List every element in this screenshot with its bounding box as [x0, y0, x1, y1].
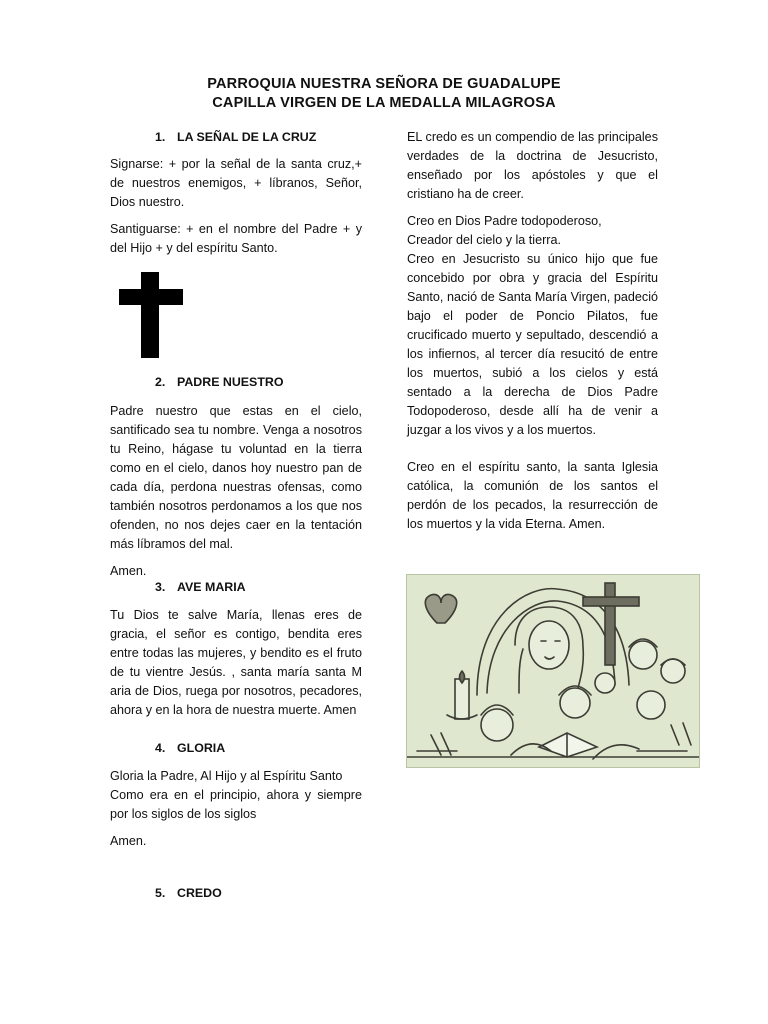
section-number: 1.	[155, 130, 166, 144]
padre-amen: Amen.	[110, 564, 147, 578]
credo-intro: EL credo es un compendio de las principales verdades de la doctrina de Jesucristo, enseñado por los apóstoles y que el cristiano ha de creer.	[407, 130, 658, 201]
section-senal-heading	[155, 130, 316, 144]
credo-line-padre: Creo en Dios Padre todopoderoso,	[407, 214, 602, 228]
ave-body	[110, 606, 362, 720]
senal-body	[110, 155, 362, 258]
credo-body	[407, 128, 658, 534]
gloria-body	[110, 767, 362, 851]
padre-nuestro-text: Padre nuestro que estas en el cielo, santificado sea tu nombre. Venga a nosotros tu Reino, hágase tu voluntad en la tierra como en el cielo, danos hoy nuestro pan de cada día, perdona nuestras ofensas, como también nosotros perdonamos a los que nos ofenden, no nos dejes caer en la tentación más líbramos del mal.	[110, 404, 362, 551]
section-ave-heading	[155, 580, 246, 594]
illustration-drawing	[407, 575, 699, 767]
ave-maria-text: Tu Dios te salve María, llenas eres de gracia, el señor es contigo, bendita eres entre todas las mujeres, y bendito es el fruto de tu vientre Jesús. , santa maría santa M aria de Dios, ruega por nosotros, pecadores, ahora y en la hora de nuestra muerte. Amen	[110, 608, 362, 717]
gloria-line1: Gloria la Padre, Al Hijo y al Espíritu Santo	[110, 769, 343, 783]
santiguarse-text: Santiguarse: + en el nombre del Padre + y del Hijo + y del espíritu Santo.	[110, 222, 362, 255]
credo-line-jesucristo: Creo en Jesucristo su único hijo que fue concebido por obra y gracia del Espíritu Santo, nació de Santa María Virgen, padeció bajo el poder de Poncio Pilatos, fue crucificado muerto y sepultado, descendió a los infiernos, al tercer día resucitó de entre los muertos, subió a los cielos y está sentado a la derecha de Dios Padre Todopoderoso, desde allí ha de venir a juzgar a los vivos y a los muertos.	[407, 252, 658, 437]
chapel-title: CAPILLA VIRGEN DE LA MEDALLA MILAGROSA	[212, 95, 556, 111]
section-title: GLORIA	[177, 741, 226, 755]
cross-icon	[119, 272, 183, 358]
section-credo-heading	[155, 886, 222, 900]
section-title: CREDO	[177, 886, 222, 900]
credo-line-espiritu: Creo en el espíritu santo, la santa Iglesia católica, la comunión de los santos el perdón de los pecados, la resurrección de los muertos y la vida Eterna. Amen.	[407, 460, 658, 531]
section-number: 2.	[155, 375, 166, 389]
credo-line-creador: Creador del cielo y la tierra.	[407, 233, 561, 247]
section-number: 4.	[155, 741, 166, 755]
section-padre-heading	[155, 375, 283, 389]
gloria-line2: Como era en el principio, ahora y siempre por los siglos de los siglos	[110, 788, 362, 821]
section-title: PADRE NUESTRO	[177, 375, 284, 389]
signarse-text: Signarse: + por la señal de la santa cruz,+ de nuestros enemigos, + líbranos, Señor, Dios nuestro.	[110, 157, 362, 209]
parish-title: PARROQUIA NUESTRA SEÑORA DE GUADALUPE	[207, 76, 561, 92]
section-title: AVE MARIA	[177, 580, 246, 594]
section-number: 5.	[155, 886, 166, 900]
gloria-amen: Amen.	[110, 834, 147, 848]
virgin-family-illustration	[406, 574, 700, 768]
section-gloria-heading	[155, 741, 225, 755]
section-number: 3.	[155, 580, 166, 594]
section-title: LA SEÑAL DE LA CRUZ	[177, 130, 317, 144]
padre-body	[110, 402, 362, 581]
